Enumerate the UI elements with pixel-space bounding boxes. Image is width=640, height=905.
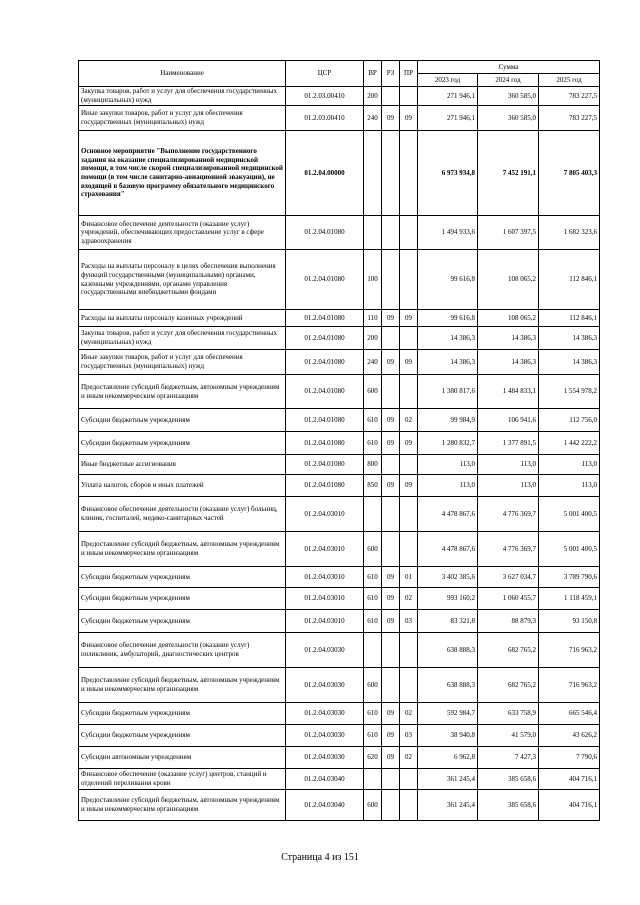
cell-csr: 01.2.04.01080: [286, 432, 364, 455]
cell-vr: [364, 769, 382, 790]
cell-pr: [400, 790, 418, 821]
cell-2023: 638 888,3: [418, 633, 478, 668]
cell-pr: [400, 250, 418, 310]
cell-pr: 09: [400, 350, 418, 375]
cell-rz: [382, 790, 400, 821]
cell-name: Предоставление субсидий бюджетным, автономным учреждениям и иным некоммерческим организациям: [79, 668, 286, 703]
cell-name: Финансовое обеспечение деятельности (оказание услуг) поликлиник, амбулаторий, диагностических центров: [79, 633, 286, 668]
cell-csr: 01.2.04.01080: [286, 475, 364, 497]
cell-2023: 271 946,1: [418, 106, 478, 131]
cell-pr: 02: [400, 588, 418, 610]
cell-vr: 600: [364, 532, 382, 567]
cell-2025: 7 790,6: [539, 747, 600, 769]
cell-2025: 665 546,4: [539, 703, 600, 725]
cell-name: Субсидии бюджетным учреждениям: [79, 432, 286, 455]
cell-rz: 09: [382, 310, 400, 327]
cell-2025: 1 118 459,1: [539, 588, 600, 610]
cell-2024: 113,0: [478, 475, 539, 497]
table-row: [79, 432, 600, 455]
cell-rz: 09: [382, 703, 400, 725]
table-row: [79, 87, 600, 106]
cell-2024: 7 452 191,1: [478, 131, 539, 216]
cell-2024: 106 941,6: [478, 409, 539, 432]
cell-2023: 1 380 817,6: [418, 375, 478, 409]
cell-name: Предоставление субсидий бюджетным, автономным учреждениям и иным некоммерческим организациям: [79, 375, 286, 409]
cell-2025: 43 626,2: [539, 725, 600, 747]
cell-2025: 783 227,5: [539, 106, 600, 131]
cell-2024: 14 386,3: [478, 327, 539, 350]
cell-pr: [400, 769, 418, 790]
cell-name: Субсидии бюджетным учреждениям: [79, 703, 286, 725]
cell-csr: 01.2.04.03010: [286, 610, 364, 633]
cell-2023: 14 386,3: [418, 350, 478, 375]
cell-2023: 14 386,3: [418, 327, 478, 350]
table-row: [79, 409, 600, 432]
cell-2025: 14 386,3: [539, 350, 600, 375]
table-row: [79, 327, 600, 350]
cell-pr: 09: [400, 432, 418, 455]
cell-vr: 610: [364, 432, 382, 455]
cell-2025: 93 150,8: [539, 610, 600, 633]
table-row: [79, 375, 600, 409]
cell-vr: [364, 216, 382, 250]
cell-rz: 09: [382, 747, 400, 769]
cell-csr: 01.2.04.01080: [286, 310, 364, 327]
cell-name: Субсидии бюджетным учреждениям: [79, 610, 286, 633]
cell-csr: 01.2.04.01080: [286, 375, 364, 409]
cell-name: Закупка товаров, работ и услуг для обеспечения государственных (муниципальных) нужд: [79, 87, 286, 106]
cell-rz: 09: [382, 409, 400, 432]
cell-2025: 1 682 323,6: [539, 216, 600, 250]
cell-rz: [382, 87, 400, 106]
cell-2024: 108 065,2: [478, 310, 539, 327]
cell-rz: [382, 250, 400, 310]
cell-rz: 09: [382, 725, 400, 747]
cell-vr: [364, 497, 382, 532]
cell-2025: 5 001 400,5: [539, 532, 600, 567]
cell-2024: 682 765,2: [478, 633, 539, 668]
cell-vr: 610: [364, 610, 382, 633]
cell-rz: 09: [382, 567, 400, 588]
cell-pr: [400, 455, 418, 475]
cell-name: Расходы на выплаты персоналу казенных учреждений: [79, 310, 286, 327]
cell-name: Финансовое обеспечение деятельности (оказание услуг) больниц, клиник, госпиталей, медико-санитарных частей: [79, 497, 286, 532]
cell-vr: 800: [364, 455, 382, 475]
cell-pr: 03: [400, 725, 418, 747]
cell-pr: 02: [400, 409, 418, 432]
cell-rz: [382, 327, 400, 350]
cell-name: Субсидии автономным учреждениям: [79, 747, 286, 769]
cell-2025: 7 805 403,3: [539, 131, 600, 216]
cell-vr: 610: [364, 703, 382, 725]
cell-2025: 404 716,1: [539, 790, 600, 821]
cell-2025: 113,0: [539, 455, 600, 475]
cell-name: Субсидии бюджетным учреждениям: [79, 725, 286, 747]
cell-2024: 3 627 034,7: [478, 567, 539, 588]
col-header-rz: РЗ: [382, 61, 400, 87]
cell-rz: [382, 131, 400, 216]
cell-pr: 09: [400, 475, 418, 497]
table-row: [79, 769, 600, 790]
cell-vr: 610: [364, 725, 382, 747]
cell-2025: 1 554 978,2: [539, 375, 600, 409]
cell-2025: 3 789 790,6: [539, 567, 600, 588]
cell-2023: 3 402 385,6: [418, 567, 478, 588]
cell-csr: 01.2.04.01080: [286, 350, 364, 375]
cell-rz: [382, 375, 400, 409]
table-row: [79, 703, 600, 725]
table-row: [79, 216, 600, 250]
cell-csr: 01.2.04.03040: [286, 769, 364, 790]
col-header-pr: ПР: [400, 61, 418, 87]
cell-name: Закупка товаров, работ и услуг для обеспечения государственных (муниципальных) нужд: [79, 327, 286, 350]
cell-rz: [382, 668, 400, 703]
cell-2025: 716 963,2: [539, 633, 600, 668]
cell-pr: [400, 327, 418, 350]
cell-vr: 240: [364, 106, 382, 131]
cell-csr: 01.2.04.03040: [286, 790, 364, 821]
table-row: [79, 455, 600, 475]
cell-csr: 01.2.03.00410: [286, 87, 364, 106]
cell-csr: 01.2.04.03010: [286, 567, 364, 588]
cell-pr: 02: [400, 703, 418, 725]
cell-2024: 14 386,3: [478, 350, 539, 375]
cell-2024: 633 758,9: [478, 703, 539, 725]
cell-name: Финансовое обеспечение (оказание услуг) центров, станций и отделений переливания крови: [79, 769, 286, 790]
cell-2025: 783 227,5: [539, 87, 600, 106]
cell-2024: 1 060 455,7: [478, 588, 539, 610]
cell-2023: 99 616,8: [418, 310, 478, 327]
cell-pr: [400, 131, 418, 216]
cell-2025: 112 756,0: [539, 409, 600, 432]
cell-rz: 09: [382, 432, 400, 455]
table-row: [79, 131, 600, 216]
col-header-sum: Сумма: [418, 61, 600, 74]
cell-vr: [364, 633, 382, 668]
cell-vr: 610: [364, 588, 382, 610]
cell-2023: 1 280 832,7: [418, 432, 478, 455]
cell-vr: 200: [364, 87, 382, 106]
cell-vr: 100: [364, 250, 382, 310]
cell-2024: 4 776 369,7: [478, 497, 539, 532]
cell-name: Уплата налогов, сборов и иных платежей: [79, 475, 286, 497]
cell-vr: 850: [364, 475, 382, 497]
cell-pr: [400, 497, 418, 532]
cell-name: Расходы на выплаты персоналу в целях обеспечения выполнения функций государственными (муниципальными) органами, казенными учреждениями, органами управления государственными внебюджетными фондами: [79, 250, 286, 310]
table-row: [79, 497, 600, 532]
cell-2025: 1 442 222,2: [539, 432, 600, 455]
cell-pr: [400, 87, 418, 106]
cell-pr: [400, 633, 418, 668]
table-body: [79, 87, 600, 821]
cell-csr: 01.2.04.00000: [286, 131, 364, 216]
cell-pr: 03: [400, 610, 418, 633]
cell-rz: 09: [382, 350, 400, 375]
cell-2023: 38 940,8: [418, 725, 478, 747]
table-row: [79, 532, 600, 567]
table-row: [79, 250, 600, 310]
cell-2024: 385 658,6: [478, 769, 539, 790]
cell-name: Предоставление субсидий бюджетным, автономным учреждениям и иным некоммерческим организациям: [79, 532, 286, 567]
cell-2024: 41 579,0: [478, 725, 539, 747]
cell-vr: 600: [364, 668, 382, 703]
page-number: Страница 4 из 151: [281, 852, 359, 863]
table-row: [79, 475, 600, 497]
col-header-2024: 2024 год: [478, 74, 539, 87]
cell-2025: 716 963,2: [539, 668, 600, 703]
cell-rz: 09: [382, 106, 400, 131]
cell-pr: 09: [400, 310, 418, 327]
table-row: [79, 588, 600, 610]
cell-vr: 610: [364, 409, 382, 432]
cell-rz: [382, 633, 400, 668]
cell-name: Предоставление субсидий бюджетным, автономным учреждениям и иным некоммерческим организациям: [79, 790, 286, 821]
cell-2023: 4 478 867,6: [418, 497, 478, 532]
cell-pr: 02: [400, 747, 418, 769]
table-row: [79, 350, 600, 375]
cell-2024: 7 427,3: [478, 747, 539, 769]
cell-csr: 01.2.03.00410: [286, 106, 364, 131]
cell-2023: 6 973 934,8: [418, 131, 478, 216]
cell-2025: 112 846,1: [539, 250, 600, 310]
cell-2023: 361 245,4: [418, 769, 478, 790]
table-row: [79, 725, 600, 747]
cell-pr: 09: [400, 106, 418, 131]
cell-2023: 99 984,9: [418, 409, 478, 432]
cell-csr: 01.2.04.03030: [286, 725, 364, 747]
cell-rz: [382, 497, 400, 532]
cell-2025: 113,0: [539, 475, 600, 497]
cell-pr: [400, 375, 418, 409]
cell-csr: 01.2.04.01080: [286, 216, 364, 250]
table-row: [79, 310, 600, 327]
table-row: [79, 610, 600, 633]
cell-rz: [382, 769, 400, 790]
cell-rz: 09: [382, 475, 400, 497]
cell-vr: 620: [364, 747, 382, 769]
cell-name: Иные закупки товаров, работ и услуг для обеспечения государственных (муниципальных) нужд: [79, 350, 286, 375]
col-header-2025: 2025 год: [539, 74, 600, 87]
cell-2024: 1 484 833,1: [478, 375, 539, 409]
cell-csr: 01.2.04.03010: [286, 497, 364, 532]
budget-page: [78, 60, 599, 821]
cell-name: Основное мероприятие "Выполнение государственного задания на оказание специализированной медицинской помощи, в том числе скорой специализированной медицинской помощи (в том числе санитарно-авиационной эвакуации), не входящей в базовую программу обязательного медицинского страхования": [79, 131, 286, 216]
cell-csr: 01.2.04.03030: [286, 703, 364, 725]
table-row: [79, 668, 600, 703]
col-header-name: Наименование: [79, 61, 286, 87]
cell-csr: 01.2.04.03030: [286, 747, 364, 769]
cell-2025: 14 386,3: [539, 327, 600, 350]
cell-name: Субсидии бюджетным учреждениям: [79, 567, 286, 588]
cell-name: Субсидии бюджетным учреждениям: [79, 588, 286, 610]
cell-2023: 1 494 933,6: [418, 216, 478, 250]
cell-2023: 993 160,2: [418, 588, 478, 610]
table-row: [79, 633, 600, 668]
cell-vr: 600: [364, 790, 382, 821]
cell-2023: 361 245,4: [418, 790, 478, 821]
cell-vr: 610: [364, 567, 382, 588]
cell-rz: [382, 532, 400, 567]
cell-2025: 404 716,1: [539, 769, 600, 790]
cell-2024: 682 765,2: [478, 668, 539, 703]
cell-2024: 1 607 397,5: [478, 216, 539, 250]
cell-pr: [400, 532, 418, 567]
cell-pr: [400, 668, 418, 703]
cell-2024: 88 879,3: [478, 610, 539, 633]
cell-csr: 01.2.04.01080: [286, 409, 364, 432]
table-row: [79, 106, 600, 131]
cell-csr: 01.2.04.01080: [286, 455, 364, 475]
cell-vr: 240: [364, 350, 382, 375]
cell-csr: 01.2.04.03030: [286, 668, 364, 703]
cell-name: Иные закупки товаров, работ и услуг для обеспечения государственных (муниципальных) нужд: [79, 106, 286, 131]
cell-name: Субсидии бюджетным учреждениям: [79, 409, 286, 432]
cell-2023: 271 946,1: [418, 87, 478, 106]
cell-rz: 09: [382, 588, 400, 610]
table-row: [79, 747, 600, 769]
cell-csr: 01.2.04.01080: [286, 327, 364, 350]
cell-csr: 01.2.04.03030: [286, 633, 364, 668]
table-row: [79, 790, 600, 821]
budget-table: [78, 60, 600, 821]
col-header-csr: ЦСР: [286, 61, 364, 87]
cell-name: Финансовое обеспечение деятельности (оказание услуг) учреждений, обеспечивающих предоставление услуг в сфере здравоохранения: [79, 216, 286, 250]
cell-rz: [382, 216, 400, 250]
cell-csr: 01.2.04.03010: [286, 588, 364, 610]
cell-2023: 113,0: [418, 475, 478, 497]
cell-vr: 600: [364, 375, 382, 409]
cell-2023: 113,0: [418, 455, 478, 475]
col-header-vr: ВР: [364, 61, 382, 87]
cell-name: Иные бюджетные ассигнования: [79, 455, 286, 475]
cell-2023: 592 984,7: [418, 703, 478, 725]
cell-2024: 360 585,0: [478, 87, 539, 106]
cell-2023: 99 616,8: [418, 250, 478, 310]
col-header-2023: 2023 год: [418, 74, 478, 87]
cell-2023: 6 962,8: [418, 747, 478, 769]
cell-vr: 110: [364, 310, 382, 327]
cell-2023: 4 478 867,6: [418, 532, 478, 567]
cell-vr: 200: [364, 327, 382, 350]
cell-2023: 638 888,3: [418, 668, 478, 703]
cell-rz: 09: [382, 610, 400, 633]
cell-2024: 4 776 369,7: [478, 532, 539, 567]
table-row: [79, 567, 600, 588]
cell-2024: 1 377 891,5: [478, 432, 539, 455]
table-header: [79, 61, 600, 87]
cell-csr: 01.2.04.03010: [286, 532, 364, 567]
cell-vr: [364, 131, 382, 216]
cell-2025: 5 001 400,5: [539, 497, 600, 532]
cell-csr: 01.2.04.01080: [286, 250, 364, 310]
cell-2025: 112 846,1: [539, 310, 600, 327]
cell-pr: 01: [400, 567, 418, 588]
cell-2023: 83 321,8: [418, 610, 478, 633]
cell-rz: [382, 455, 400, 475]
cell-2024: 360 585,0: [478, 106, 539, 131]
cell-2024: 108 065,2: [478, 250, 539, 310]
cell-pr: [400, 216, 418, 250]
cell-2024: 385 658,6: [478, 790, 539, 821]
cell-2024: 113,0: [478, 455, 539, 475]
